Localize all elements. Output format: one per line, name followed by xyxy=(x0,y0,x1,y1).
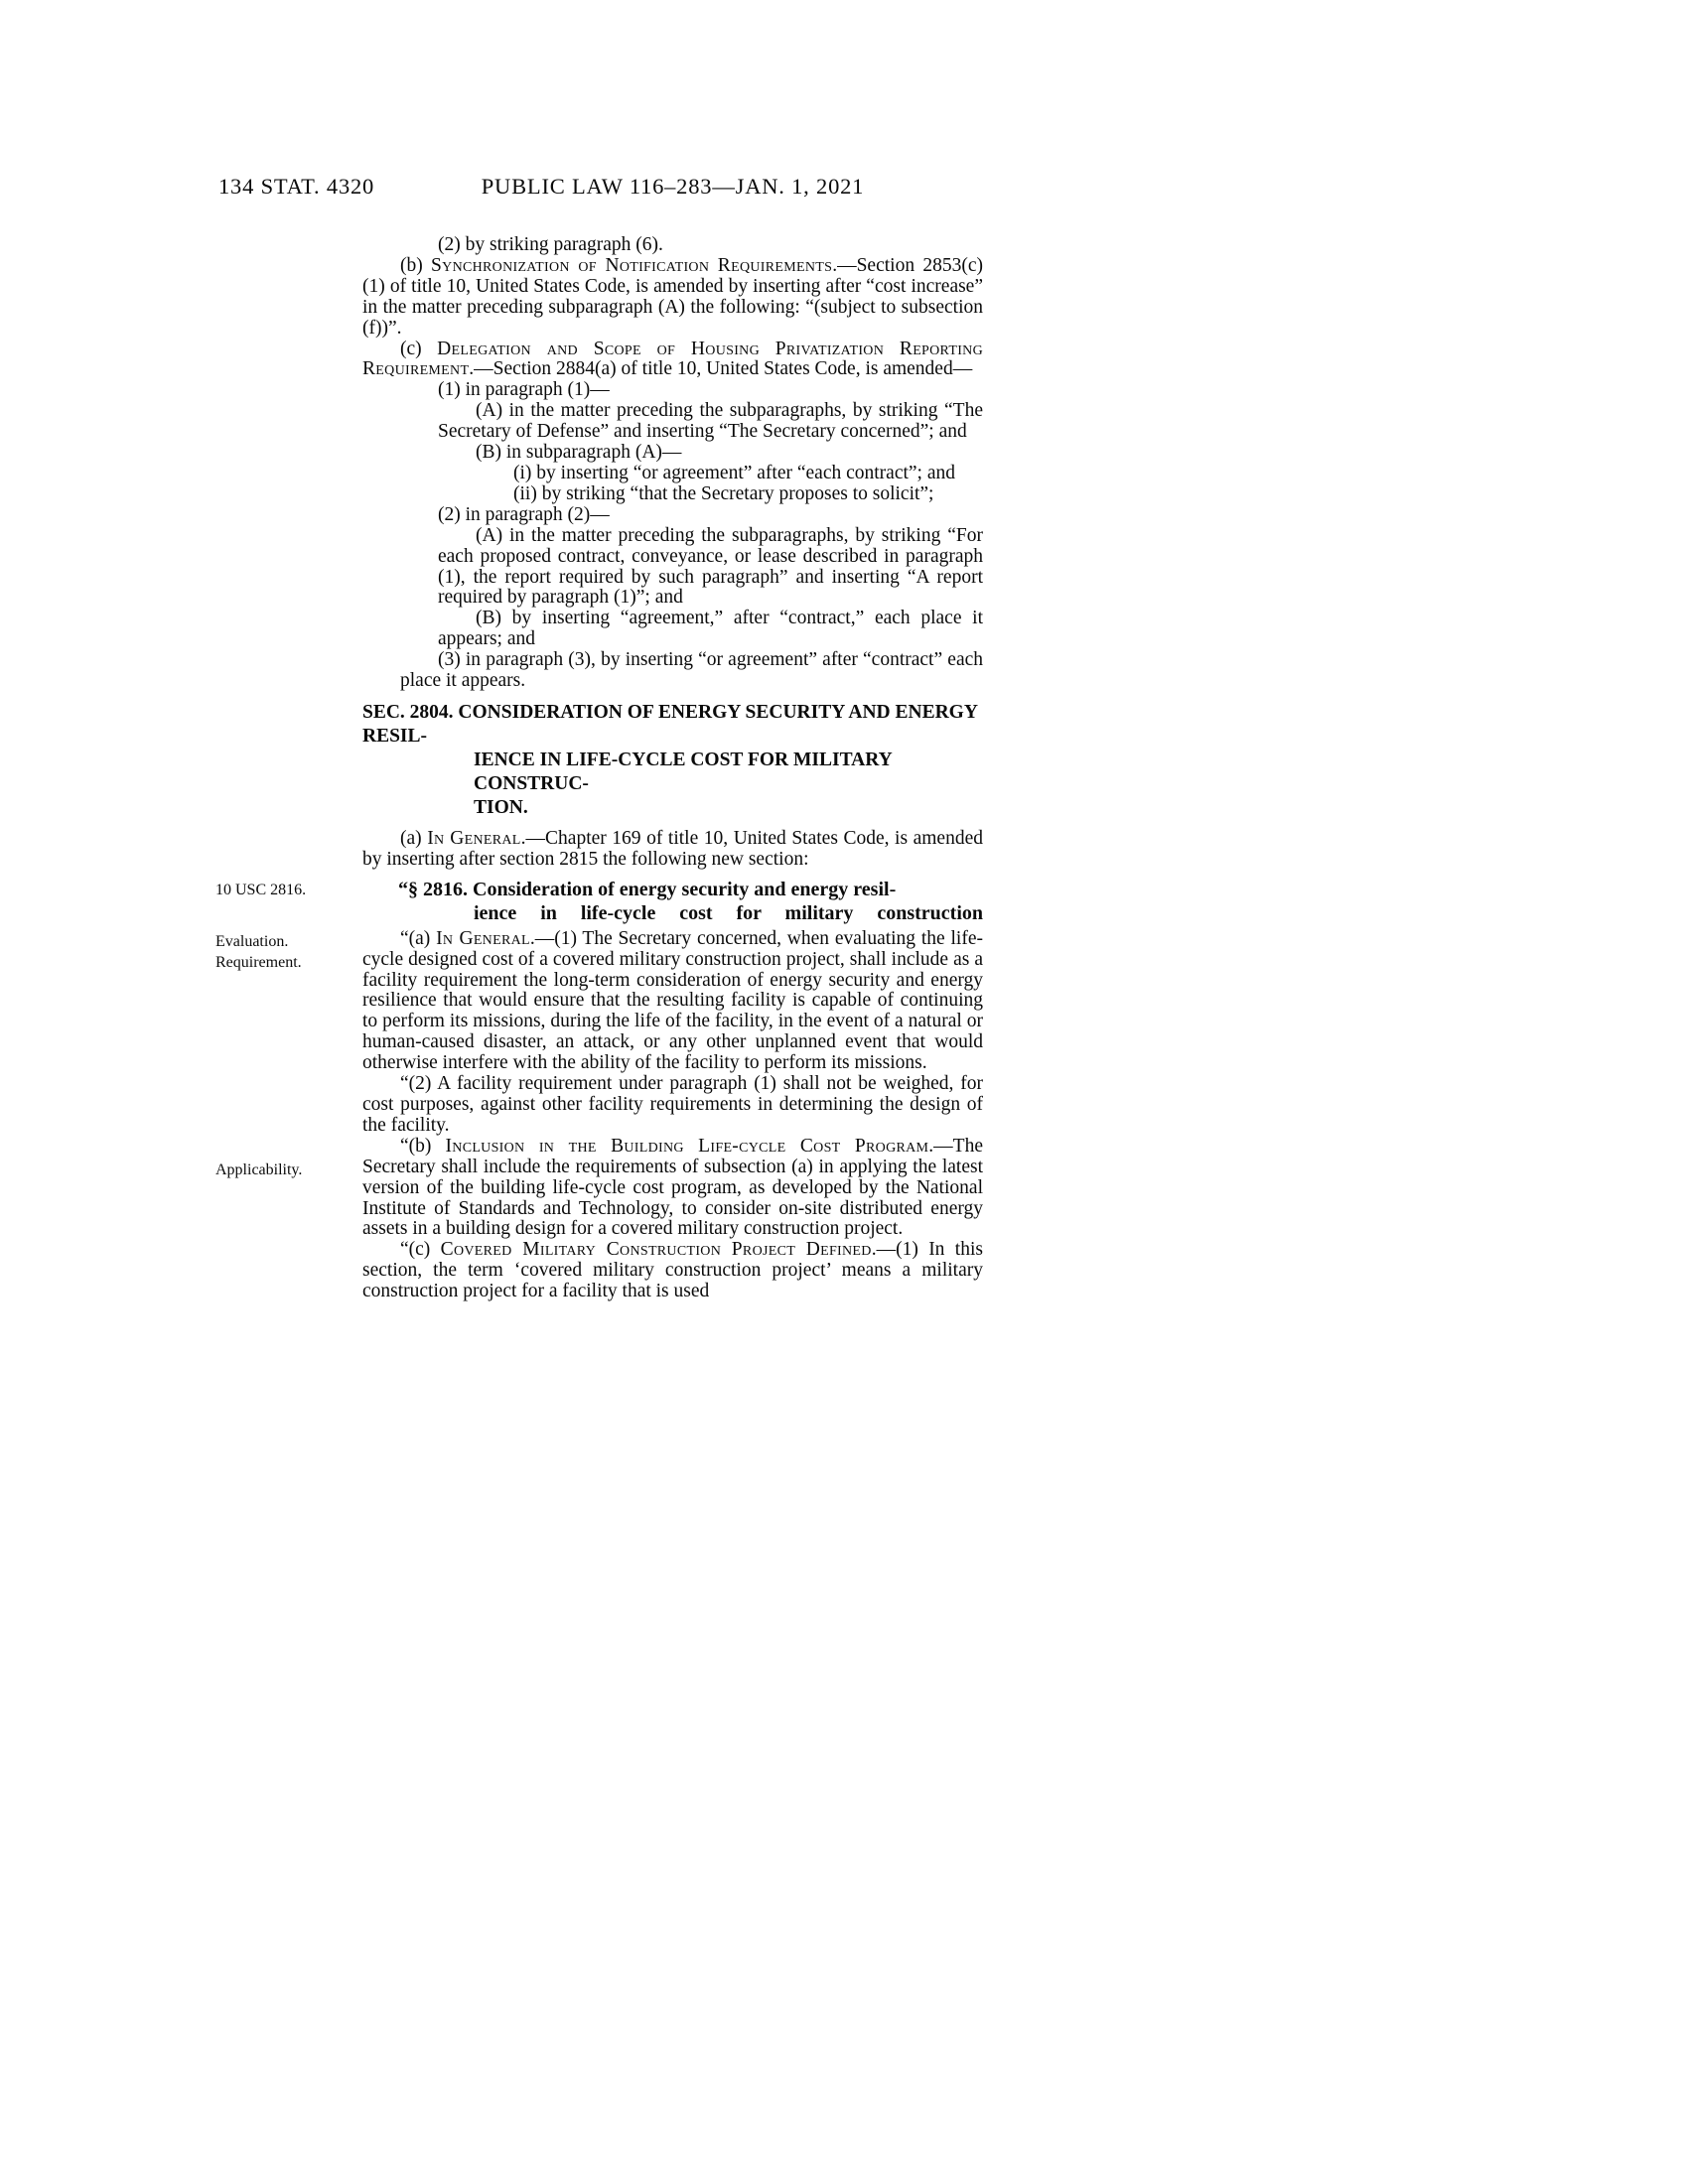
margin-note-evaluation-requirement xyxy=(215,931,356,973)
quoted-subsection-c xyxy=(362,1240,983,1302)
clause-designator: (c) xyxy=(400,338,438,359)
clause-i: (i) by inserting “or agreement” after “each contract”; and xyxy=(513,462,956,483)
clause-heading-smallcaps: In General xyxy=(436,927,530,949)
quoted-subsection-b xyxy=(215,1135,983,1241)
subparagraph-A: (A) in the matter preceding the subparagraphs, by striking “The Secretary of Defense” and inserting “The Secretary concerned”; and xyxy=(438,400,983,443)
subsection-c-delegation xyxy=(362,340,983,381)
subparagraph-A-2: (A) in the matter preceding the subparagraphs, by striking “For each proposed contract, conveyance, or lease described in paragraph (1), the report required by such paragraph” and inserting “A report required by paragraph (1)”; and xyxy=(438,524,983,609)
margin-note-text: Requirement. xyxy=(215,953,302,971)
usc-heading-line-2: ience in life-cycle cost for military construction xyxy=(474,902,983,925)
clause-designator: “(c) xyxy=(400,1239,441,1261)
statute-body xyxy=(215,234,983,1302)
margin-note-applicability xyxy=(215,1160,356,1180)
clause-ii: (ii) by striking “that the Secretary proposes to solicit”; xyxy=(513,482,934,504)
section-heading-line-1: SEC. 2804. CONSIDERATION OF ENERGY SECURITY AND ENERGY RESIL- xyxy=(362,701,978,747)
clause-text: .—Section 2853(c)(1) of title 10, United States Code, is amended by inserting after “cost increase” in the matter preceding subparagraph (A) the following: “(subject to subsection (f))”. xyxy=(362,254,983,339)
amendment-clause-2: (2) by striking paragraph (6). xyxy=(438,234,663,255)
quoted-paragraph-2: “(2) A facility requirement under paragraph (1) shall not be weighed, for cost purposes, against other facility requirements in determining the design of the facility. xyxy=(362,1073,983,1136)
clause-heading-smallcaps: Synchronization of Notification Requirements xyxy=(431,254,833,276)
paragraph-2-lead: (2) in paragraph (2)— xyxy=(438,503,610,525)
clause-text: .—Section 2884(a) of title 10, United States Code, is amended— xyxy=(469,358,973,380)
subsection-a-in-general xyxy=(362,829,983,871)
section-heading-line-2: IENCE IN LIFE-CYCLE COST FOR MILITARY CONSTRUC- xyxy=(474,749,892,794)
clause-designator: “(a) xyxy=(400,927,437,949)
section-2804-heading xyxy=(362,701,983,820)
section-heading-line-3: TION. xyxy=(474,796,528,818)
clause-text: .—The Secretary shall include the requirements of subsection (a) in applying the latest version of the building life-cycle cost program, as developed by the National Institute of Standards and Technology, to consider on-site distributed energy assets in a building design for a covered military construction project. xyxy=(362,1135,983,1240)
clause-heading-smallcaps: Inclusion in the Building Life-cycle Cost Program xyxy=(445,1135,929,1157)
clause-designator: (b) xyxy=(400,254,432,276)
usc-heading-line-1: “§ 2816. Consideration of energy security and energy resil- xyxy=(398,878,897,900)
clause-designator: “(b) xyxy=(400,1135,446,1157)
subsection-b-synchronization xyxy=(362,256,983,340)
subparagraph-B-2: (B) by inserting “agreement,” after “contract,” each place it appears; and xyxy=(438,608,983,650)
clause-text: .—(1) The Secretary concerned, when evaluating the life-cycle designed cost of a covered military construction project, shall include as a facility requirement the long-term consideration of energy security and energy resilience that would ensure that the resulting facility is capable of continuing to perform its missions, during the life of the facility, in the event of a natural or human-caused disaster, an attack, or any other unplanned event that would otherwise interfere with the ability of the facility to perform its missions. xyxy=(362,927,983,1074)
subparagraph-B-lead: (B) in subparagraph (A)— xyxy=(476,442,682,464)
paragraph-1-lead: (1) in paragraph (1)— xyxy=(438,379,610,401)
margin-note-text: Applicability. xyxy=(215,1160,303,1178)
margin-note-text: Evaluation. xyxy=(215,932,289,950)
public-law-title: PUBLIC LAW 116–283—JAN. 1, 2021 xyxy=(481,174,865,199)
page-header xyxy=(218,174,983,200)
usc-2816-heading xyxy=(215,878,983,926)
clause-designator: (a) xyxy=(400,827,428,849)
clause-heading-smallcaps: In General xyxy=(427,827,521,849)
clause-heading-smallcaps: Covered Military Construction Project Defined xyxy=(440,1239,872,1261)
margin-note-usc-2816 xyxy=(215,880,356,900)
paragraph-3: (3) in paragraph (3), by inserting “or agreement” after “contract” each place it appears. xyxy=(400,649,983,692)
page-content xyxy=(215,174,983,1302)
clause-heading-smallcaps: Delegation and Scope of Housing Privatization Reporting Requirement xyxy=(362,338,983,380)
stat-page-number: 134 STAT. 4320 xyxy=(218,174,375,199)
quoted-subsection-a xyxy=(215,927,983,1074)
clause-text: .—Chapter 169 of title 10, United States Code, is amended by inserting after section 2815 the following new section: xyxy=(362,827,983,870)
clause-text: .—(1) In this section, the term ‘covered military construction project’ means a military construction project for a facility that is used xyxy=(362,1239,983,1302)
margin-note-text: 10 USC 2816. xyxy=(215,881,307,898)
